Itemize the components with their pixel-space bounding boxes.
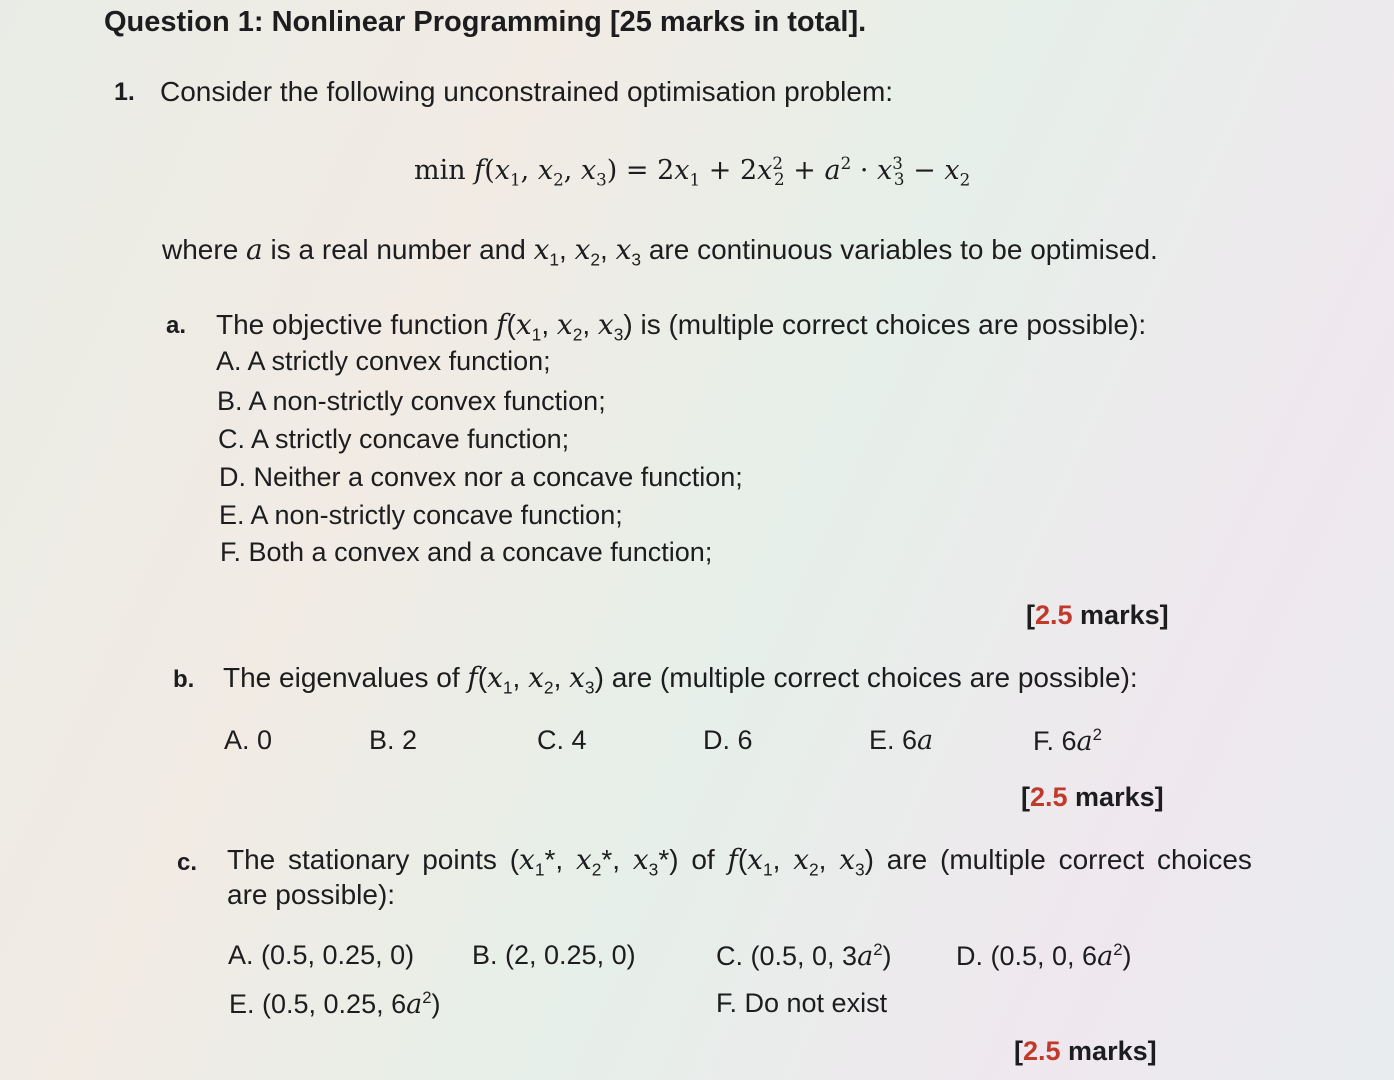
part-c-choice-a: A. (0.5, 0.25, 0) <box>228 940 415 970</box>
part-a-choice-d: D. Neither a convex nor a concave function; <box>219 462 743 492</box>
part-b-choice-e: E. 6a <box>869 725 934 756</box>
part-c-choice-f: F. Do not exist <box>716 988 888 1018</box>
part-c-choice-d: D. (0.5, 0, $6a^2$) <box>956 940 1132 972</box>
part-b-choice-f: F. $6a^2$ <box>1033 725 1102 757</box>
part-a-marks: [2.5 marks] <box>1026 600 1169 630</box>
part-a-choice-e: E. A non-strictly concave function; <box>219 500 623 530</box>
where-line: where a is a real number and $x_1$, $x_2$, $x_3$ are continuous variables to be optimised. <box>162 233 1158 270</box>
part-c-marks: [2.5 marks] <box>1014 1036 1157 1066</box>
part-b-marks: [2.5 marks] <box>1021 782 1164 812</box>
part-a-choice-b: B. A non-strictly convex function; <box>217 386 606 416</box>
part-b-choice-a: A. 0 <box>224 725 273 755</box>
part-b-prompt: The eigenvalues of $f(x_1$, $x_2$, $x_3$) are (multiple correct choices are possible): <box>223 661 1138 698</box>
part-a-choice-f: F. Both a convex and a concave function; <box>220 537 713 567</box>
part-a-label: a. <box>166 312 187 339</box>
part-c-prompt-line2: are possible): <box>227 879 396 910</box>
part-b-choice-b: B. 2 <box>369 725 418 755</box>
part-b-choice-c: C. 4 <box>537 725 587 755</box>
part-c-prompt-line1: The stationary points ($x_1*$, $x_2*$, $x_3*$) of $f(x_1$, $x_2$, $x_3$) are (multiple correct choices <box>227 843 1252 880</box>
part-a-choice-a: A. A strictly convex function; <box>216 346 551 376</box>
part-a-choice-c: C. A strictly concave function; <box>218 424 570 454</box>
part-b-choice-d: D. 6 <box>703 725 753 755</box>
part-c-choice-b: B. (2, 0.25, 0) <box>472 940 636 970</box>
objective-equation: $\min f(x_1$, $x_2$, $x_3) = 2x_1 + 2x^2_2 + a^2 \cdot x^3_3 - x_2$ <box>414 153 971 190</box>
part-c-choice-e: E. (0.5, 0.25, $6a^2$) <box>229 988 441 1020</box>
part-a-prompt: The objective function $f(x_1$, $x_2$, $x_3$) is (multiple correct choices are possible): <box>216 308 1147 345</box>
part-c-choice-c: C. (0.5, 0, $3a^2$) <box>716 940 892 972</box>
question-intro: Consider the following unconstrained optimisation problem: <box>160 76 894 107</box>
question-title: Question 1: Nonlinear Programming [25 marks in total]. <box>104 6 867 38</box>
part-c-label: c. <box>177 849 198 876</box>
question-number: 1. <box>114 78 135 106</box>
part-b-label: b. <box>173 666 195 693</box>
